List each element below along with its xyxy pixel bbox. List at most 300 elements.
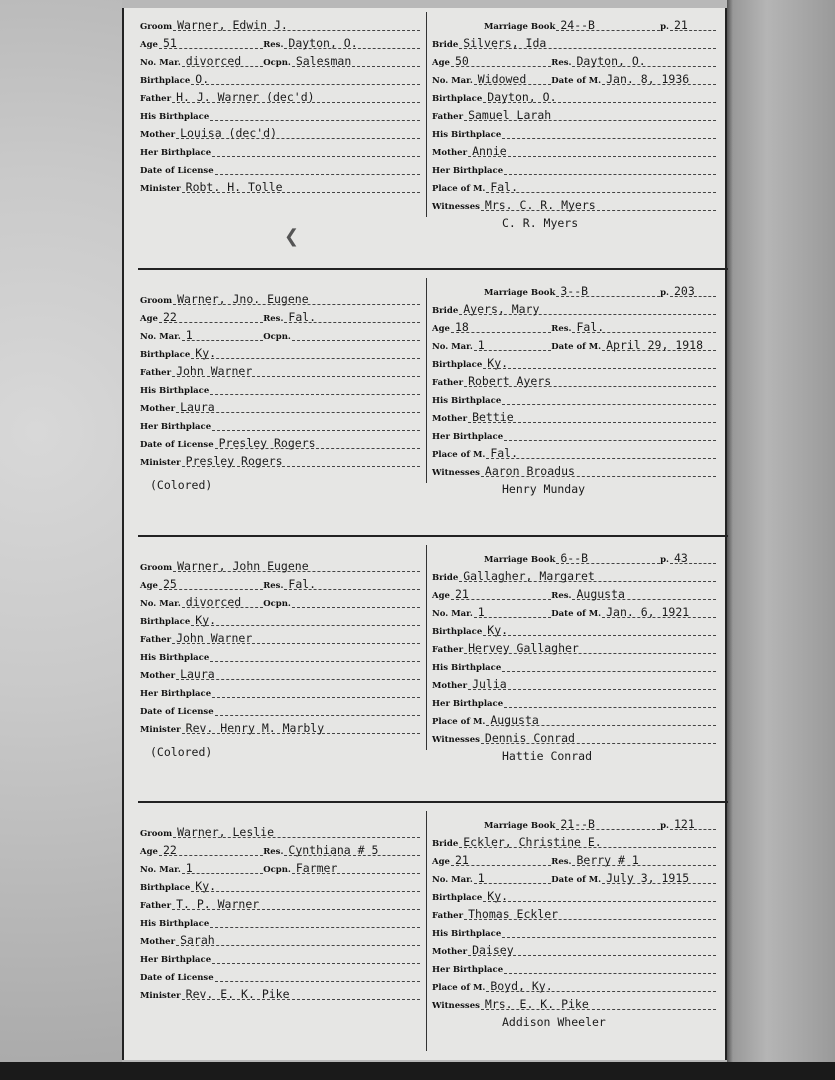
field-line-mother xyxy=(176,663,420,680)
field-label-place-of-m: Place of M. xyxy=(432,717,486,727)
field-line-res xyxy=(284,839,420,856)
field-value-age: 21 xyxy=(454,587,469,601)
field-value-mother: Laura xyxy=(180,667,215,681)
field-line-her-birthplace xyxy=(504,691,716,708)
field-line-bride xyxy=(459,32,716,49)
field-value-age: 51 xyxy=(162,36,177,50)
field-line-groom xyxy=(173,14,420,31)
field-line-date-of-m xyxy=(602,867,716,884)
field-line-date-of-license xyxy=(215,699,420,716)
field-value-birthplace: Dayton, O. xyxy=(487,90,557,104)
record-page xyxy=(122,8,727,1060)
field-value-bride: Silvers, Ida xyxy=(463,36,547,50)
field-value-date-of-m: Jan. 8, 1936 xyxy=(606,72,690,86)
field-label-bride: Bride xyxy=(432,573,459,583)
field-line-witnesses xyxy=(481,194,716,211)
field-value-no-mar: 1 xyxy=(185,328,193,342)
field-label-book: Marriage Book xyxy=(484,22,556,32)
field-label-age: Age xyxy=(140,40,158,50)
field-label-no-mar: No. Mar. xyxy=(140,58,181,68)
field-pair xyxy=(263,32,420,52)
field-label-no-mar: No. Mar. xyxy=(140,599,181,609)
field-value-birthplace: O. xyxy=(195,72,210,86)
field-value-date-of-license: Presley Rogers xyxy=(218,436,316,450)
field-value-res: Fal. xyxy=(576,320,605,334)
field-label-birthplace: Birthplace xyxy=(140,883,191,893)
field-label-groom: Groom xyxy=(140,22,173,32)
field-value-place-of-m: Boyd, Ky. xyxy=(490,979,553,993)
field-label-his-birthplace: His Birthplace xyxy=(432,929,502,939)
field-label-mother: Mother xyxy=(432,681,468,691)
field-pair xyxy=(263,573,420,593)
field-value-res: Berry # 1 xyxy=(576,853,639,867)
field-label-mother: Mother xyxy=(140,130,176,140)
field-label-res: Res. xyxy=(551,591,572,601)
field-value-res: Augusta xyxy=(576,587,625,601)
field-pair xyxy=(140,324,263,344)
field-label-book: Marriage Book xyxy=(484,821,556,831)
field-pair xyxy=(660,547,716,567)
field-line-minister xyxy=(182,176,420,193)
field-line-ocpn xyxy=(292,324,420,341)
field-line-bride xyxy=(459,831,716,848)
field-value-no-mar: divorced xyxy=(185,54,242,68)
field-value-witnesses: Mrs. C. R. Myers xyxy=(484,198,596,212)
field-label-age: Age xyxy=(140,847,158,857)
field-label-ocpn: Ocpn. xyxy=(263,332,291,342)
field-line-no-mar xyxy=(182,591,263,608)
field-line-her-birthplace xyxy=(504,957,716,974)
field-line-date-of-license xyxy=(215,158,420,175)
field-line-res xyxy=(284,306,420,323)
field-label-her-birthplace: Her Birthplace xyxy=(432,432,504,442)
field-label-her-birthplace: Her Birthplace xyxy=(140,955,212,965)
field-label-res: Res. xyxy=(263,314,284,324)
field-label-mother: Mother xyxy=(432,947,468,957)
field-label-groom: Groom xyxy=(140,296,173,306)
field-label-place-of-m: Place of M. xyxy=(432,450,486,460)
field-label-date-of-license: Date of License xyxy=(140,166,214,176)
field-line-age xyxy=(159,839,263,856)
field-label-father: Father xyxy=(432,911,464,921)
field-line-mother xyxy=(468,673,716,690)
field-value-page: 43 xyxy=(673,551,688,565)
field-line-his-birthplace xyxy=(502,655,716,672)
field-label-date-of-m: Date of M. xyxy=(551,609,602,619)
field-line-res xyxy=(572,316,716,333)
field-label-bride: Bride xyxy=(432,306,459,316)
field-line-father xyxy=(464,903,716,920)
field-line-no-mar xyxy=(474,867,551,884)
field-line-bride xyxy=(459,565,716,582)
field-line-place-of-m xyxy=(486,176,716,193)
field-value-birthplace: Ky. xyxy=(195,346,217,360)
field-line-her-birthplace xyxy=(504,424,716,441)
field-label-his-birthplace: His Birthplace xyxy=(140,653,210,663)
field-label-father: Father xyxy=(140,635,172,645)
field-value-mother: Bettie xyxy=(472,410,514,424)
field-pair xyxy=(551,334,716,354)
field-line-mother xyxy=(468,939,716,956)
field-pair xyxy=(140,306,263,326)
witness-second: Hattie Conrad xyxy=(502,749,593,763)
field-label-ocpn: Ocpn. xyxy=(263,865,291,875)
field-value-groom: Warner, Edwin J. xyxy=(177,18,288,32)
field-pair xyxy=(263,50,420,70)
field-line-page xyxy=(670,813,716,830)
field-label-father: Father xyxy=(140,94,172,104)
field-label-no-mar: No. Mar. xyxy=(432,609,473,619)
field-label-her-birthplace: Her Birthplace xyxy=(432,699,504,709)
field-label-date-of-license: Date of License xyxy=(140,707,214,717)
field-line-groom xyxy=(173,288,420,305)
field-line-ocpn xyxy=(292,591,420,608)
field-line-age xyxy=(159,32,263,49)
field-pair xyxy=(140,591,263,611)
field-value-place-of-m: Fal. xyxy=(490,446,519,460)
field-value-father: John Warner xyxy=(176,631,253,645)
field-label-her-birthplace: Her Birthplace xyxy=(140,148,212,158)
column-separator xyxy=(426,12,427,217)
field-line-mother xyxy=(176,122,420,139)
field-label-witnesses: Witnesses xyxy=(432,735,480,745)
field-value-witnesses: Mrs. E. K. Pike xyxy=(484,997,589,1011)
field-pair xyxy=(432,867,551,887)
field-value-birthplace: Ky. xyxy=(195,613,217,627)
field-pair xyxy=(263,306,420,326)
field-line-bride xyxy=(459,298,716,315)
field-value-book: 21--B xyxy=(560,817,595,831)
field-line-date-of-m xyxy=(602,68,716,85)
field-label-mother: Mother xyxy=(140,937,176,947)
field-pair xyxy=(551,68,716,88)
field-label-his-birthplace: His Birthplace xyxy=(140,919,210,929)
field-label-groom: Groom xyxy=(140,563,173,573)
field-label-minister: Minister xyxy=(140,991,181,1001)
field-value-mother: Louisa (dec'd) xyxy=(180,126,278,140)
field-value-groom: Warner, Leslie xyxy=(177,825,275,839)
field-label-date-of-license: Date of License xyxy=(140,440,214,450)
field-label-page: p. xyxy=(660,821,669,831)
field-line-his-birthplace xyxy=(502,122,716,139)
field-line-place-of-m xyxy=(486,709,716,726)
field-label-age: Age xyxy=(140,581,158,591)
field-line-date-of-license xyxy=(215,965,420,982)
field-label-birthplace: Birthplace xyxy=(432,360,483,370)
field-value-mother: Annie xyxy=(472,144,507,158)
field-line-no-mar xyxy=(182,857,263,874)
field-pair xyxy=(432,601,551,621)
field-label-her-birthplace: Her Birthplace xyxy=(140,422,212,432)
field-label-father: Father xyxy=(140,901,172,911)
field-value-minister: Rev. E. K. Pike xyxy=(185,987,290,1001)
field-label-her-birthplace: Her Birthplace xyxy=(432,965,504,975)
field-label-groom: Groom xyxy=(140,829,173,839)
field-value-age: 25 xyxy=(162,577,177,591)
field-label-no-mar: No. Mar. xyxy=(140,865,181,875)
field-value-age: 50 xyxy=(454,54,469,68)
field-label-no-mar: No. Mar. xyxy=(140,332,181,342)
field-label-birthplace: Birthplace xyxy=(140,617,191,627)
field-value-witnesses: Aaron Broadus xyxy=(484,464,575,478)
field-value-no-mar: 1 xyxy=(477,871,485,885)
field-value-res: Dayton, O. xyxy=(576,54,646,68)
field-line-father xyxy=(172,86,420,103)
field-value-book: 6--B xyxy=(560,551,589,565)
field-line-age xyxy=(159,573,263,590)
field-value-page: 203 xyxy=(673,284,695,298)
field-label-her-birthplace: Her Birthplace xyxy=(432,166,504,176)
field-value-bride: Ayers, Mary xyxy=(463,302,540,316)
field-value-date-of-m: April 29, 1918 xyxy=(606,338,704,352)
field-value-res: Dayton, O. xyxy=(288,36,358,50)
field-label-age: Age xyxy=(140,314,158,324)
field-label-mother: Mother xyxy=(432,148,468,158)
field-pair xyxy=(263,857,420,877)
groom-row xyxy=(140,178,420,196)
field-label-mother: Mother xyxy=(140,671,176,681)
field-pair xyxy=(140,839,263,859)
field-pair xyxy=(432,334,551,354)
field-label-res: Res. xyxy=(263,40,284,50)
field-line-ocpn xyxy=(292,857,420,874)
field-value-mother: Daisey xyxy=(472,943,514,957)
field-pair xyxy=(660,14,716,34)
field-pair xyxy=(432,316,551,336)
field-line-birthplace xyxy=(191,609,420,626)
field-line-date-of-m xyxy=(602,334,716,351)
field-label-minister: Minister xyxy=(140,725,181,735)
scan-margin-left xyxy=(0,0,122,1080)
field-line-his-birthplace xyxy=(210,911,420,928)
field-value-bride: Gallagher, Margaret xyxy=(463,569,595,583)
field-line-her-birthplace xyxy=(212,947,420,964)
card-divider xyxy=(138,268,728,270)
field-value-no-mar: 1 xyxy=(185,861,193,875)
field-label-his-birthplace: His Birthplace xyxy=(432,663,502,673)
field-line-no-mar xyxy=(474,601,551,618)
marriage-card xyxy=(124,811,725,1061)
field-label-age: Age xyxy=(432,324,450,334)
field-line-his-birthplace xyxy=(502,388,716,405)
field-line-age xyxy=(451,849,551,866)
field-label-birthplace: Birthplace xyxy=(140,76,191,86)
field-value-mother: Laura xyxy=(180,400,215,414)
field-label-res: Res. xyxy=(263,847,284,857)
groom-note: (Colored) xyxy=(150,478,213,492)
bride-row xyxy=(432,462,716,480)
field-label-witnesses: Witnesses xyxy=(432,468,480,478)
field-line-groom xyxy=(173,821,420,838)
field-value-ocpn: Farmer xyxy=(295,861,338,875)
field-pair xyxy=(263,324,420,344)
field-label-birthplace: Birthplace xyxy=(432,94,483,104)
field-line-place-of-m xyxy=(486,975,716,992)
field-label-father: Father xyxy=(432,645,464,655)
bride-row xyxy=(432,729,716,747)
field-value-father: Samuel Larah xyxy=(468,108,552,122)
field-line-minister xyxy=(182,983,420,1000)
field-line-father xyxy=(172,627,420,644)
field-pair xyxy=(484,14,660,34)
field-line-no-mar xyxy=(182,324,263,341)
field-line-minister xyxy=(182,717,420,734)
card-divider xyxy=(138,801,728,803)
groom-row xyxy=(140,985,420,1003)
field-label-book: Marriage Book xyxy=(484,555,556,565)
field-line-his-birthplace xyxy=(210,645,420,662)
field-value-age: 18 xyxy=(454,320,469,334)
field-line-birthplace xyxy=(191,342,420,359)
field-line-date-of-license xyxy=(215,432,420,449)
field-value-page: 21 xyxy=(673,18,688,32)
field-value-minister: Robt. H. Tolle xyxy=(185,180,283,194)
field-value-father: Hervey Gallagher xyxy=(468,641,579,655)
field-value-birthplace: Ky. xyxy=(487,356,509,370)
field-line-birthplace xyxy=(191,875,420,892)
field-value-birthplace: Ky. xyxy=(487,889,509,903)
witness-second: Henry Munday xyxy=(502,482,586,496)
witness-second: C. R. Myers xyxy=(502,216,579,230)
field-label-bride: Bride xyxy=(432,839,459,849)
field-label-page: p. xyxy=(660,22,669,32)
field-line-her-birthplace xyxy=(504,158,716,175)
field-value-father: John Warner xyxy=(176,364,253,378)
field-label-book: Marriage Book xyxy=(484,288,556,298)
field-line-witnesses xyxy=(481,727,716,744)
bride-row xyxy=(432,995,716,1013)
field-pair xyxy=(484,280,660,300)
field-value-ocpn: Salesman xyxy=(295,54,352,68)
field-value-age: 22 xyxy=(162,310,177,324)
field-line-no-mar xyxy=(182,50,263,67)
field-value-res: Fal. xyxy=(288,577,317,591)
field-label-date-of-m: Date of M. xyxy=(551,342,602,352)
field-pair xyxy=(551,316,716,336)
field-label-place-of-m: Place of M. xyxy=(432,184,486,194)
field-label-ocpn: Ocpn. xyxy=(263,58,291,68)
field-line-mother xyxy=(176,929,420,946)
field-label-mother: Mother xyxy=(432,414,468,424)
field-label-father: Father xyxy=(432,112,464,122)
field-label-minister: Minister xyxy=(140,184,181,194)
field-label-bride: Bride xyxy=(432,40,459,50)
field-value-birthplace: Ky. xyxy=(487,623,509,637)
field-line-birthplace xyxy=(483,86,716,103)
scan-margin-right xyxy=(727,0,835,1080)
field-value-father: Robert Ayers xyxy=(468,374,552,388)
marriage-card xyxy=(124,12,725,262)
field-line-page xyxy=(670,14,716,31)
field-line-page xyxy=(670,547,716,564)
field-line-date-of-m xyxy=(602,601,716,618)
field-value-no-mar: divorced xyxy=(185,595,242,609)
field-line-minister xyxy=(182,450,420,467)
field-line-res xyxy=(284,573,420,590)
field-line-birthplace xyxy=(483,619,716,636)
field-value-page: 121 xyxy=(673,817,695,831)
field-value-age: 21 xyxy=(454,853,469,867)
field-line-book xyxy=(556,547,660,564)
field-pair xyxy=(140,50,263,70)
field-line-mother xyxy=(176,396,420,413)
field-value-minister: Presley Rogers xyxy=(185,454,283,468)
groom-row xyxy=(140,719,420,737)
field-value-res: Fal. xyxy=(288,310,317,324)
field-value-no-mar: 1 xyxy=(477,605,485,619)
field-label-birthplace: Birthplace xyxy=(432,893,483,903)
field-line-mother xyxy=(468,406,716,423)
field-line-book xyxy=(556,280,660,297)
field-value-groom: Warner, John Eugene xyxy=(177,559,309,573)
groom-note: (Colored) xyxy=(150,745,213,759)
field-line-father xyxy=(172,360,420,377)
field-label-birthplace: Birthplace xyxy=(432,627,483,637)
field-line-father xyxy=(172,893,420,910)
field-value-res: Cynthiana # 5 xyxy=(288,843,379,857)
field-value-book: 24--B xyxy=(560,18,595,32)
pencil-check-mark: ❮ xyxy=(284,226,300,247)
field-line-book xyxy=(556,14,660,31)
field-line-no-mar xyxy=(474,334,551,351)
field-value-no-mar: Widowed xyxy=(477,72,527,86)
field-line-age xyxy=(451,316,551,333)
field-pair xyxy=(263,591,420,611)
field-label-his-birthplace: His Birthplace xyxy=(432,130,502,140)
field-value-witnesses: Dennis Conrad xyxy=(484,731,575,745)
field-label-father: Father xyxy=(140,368,172,378)
field-value-mother: Julia xyxy=(472,677,507,691)
scan-margin-bottom xyxy=(0,1062,835,1080)
field-label-ocpn: Ocpn. xyxy=(263,599,291,609)
field-label-res: Res. xyxy=(551,324,572,334)
field-line-res xyxy=(572,50,716,67)
field-line-book xyxy=(556,813,660,830)
field-line-groom xyxy=(173,555,420,572)
field-pair xyxy=(660,813,716,833)
field-value-place-of-m: Augusta xyxy=(490,713,539,727)
field-value-mother: Sarah xyxy=(180,933,215,947)
field-label-father: Father xyxy=(432,378,464,388)
field-value-birthplace: Ky. xyxy=(195,879,217,893)
field-value-father: Thomas Eckler xyxy=(468,907,559,921)
field-pair xyxy=(263,839,420,859)
field-label-mother: Mother xyxy=(140,404,176,414)
field-line-birthplace xyxy=(191,68,420,85)
field-line-age xyxy=(451,583,551,600)
field-line-age xyxy=(159,306,263,323)
field-label-no-mar: No. Mar. xyxy=(432,76,473,86)
field-line-page xyxy=(670,280,716,297)
field-label-res: Res. xyxy=(551,58,572,68)
field-line-mother xyxy=(468,140,716,157)
field-pair xyxy=(432,583,551,603)
field-value-minister: Rev. Henry M. Marbly xyxy=(185,721,325,735)
field-label-birthplace: Birthplace xyxy=(140,350,191,360)
field-pair xyxy=(484,547,660,567)
field-pair xyxy=(140,857,263,877)
field-value-father: T. P. Warner xyxy=(176,897,260,911)
field-pair xyxy=(551,867,716,887)
field-pair xyxy=(660,280,716,300)
field-pair xyxy=(432,50,551,70)
marriage-card xyxy=(124,278,725,528)
field-pair xyxy=(432,849,551,869)
field-line-res xyxy=(572,849,716,866)
field-line-birthplace xyxy=(483,352,716,369)
field-line-place-of-m xyxy=(486,442,716,459)
field-label-witnesses: Witnesses xyxy=(432,202,480,212)
